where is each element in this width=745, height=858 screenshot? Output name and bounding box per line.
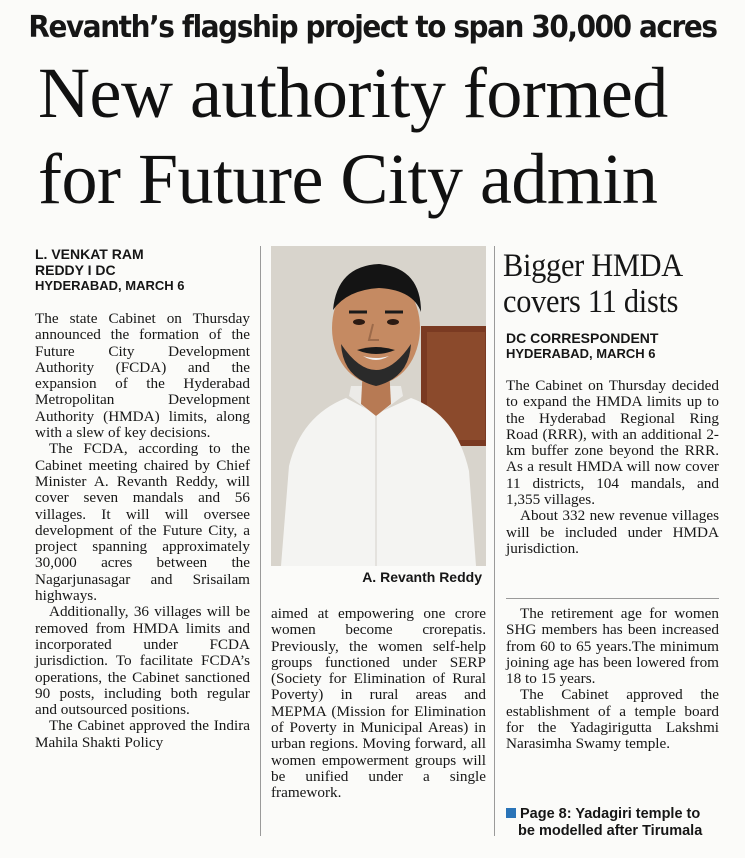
teaser-line-2: be modelled after Tirumala xyxy=(518,823,703,839)
sidebar-divider xyxy=(506,598,719,599)
sidebar-paragraph: About 332 new revenue villages will be included under HMDA jurisdiction. xyxy=(506,507,719,557)
page-teaser[interactable] xyxy=(506,806,722,840)
story-column-2 xyxy=(271,606,486,802)
main-headline xyxy=(38,50,715,222)
teaser-line-1: Page 8: Yadagiri temple to xyxy=(520,806,701,822)
story-paragraph: The state Cabinet on Thursday announced the formation of the Future City Development Authority (FCDA) and the expansion of the Hyderabad Metropolitan Development Authority (HMDA) limits, along with a slew of key decisions. xyxy=(35,310,250,442)
story-paragraph: The retirement age for women SHG members has been increased from 60 to 65 years.The minimum joining age has been lowered from 18 to 15 years. xyxy=(506,605,719,688)
story-paragraph: aimed at empowering one crore women become crorepatis. Previously, the women self-help groups functioned under SERP (Society for Elimination of Rural Poverty) in rural areas and MEPMA (Mission for Elimination of Poverty in Municipal Areas) in urban regions. Moving forward, all women empowerment groups will be unified under a single framework. xyxy=(271,605,486,802)
headline-line-2: for Future City admin xyxy=(38,139,658,219)
sidebar-byline xyxy=(506,330,721,362)
kicker-headline: Revanth’s flagship project to span 30,000 acres xyxy=(28,10,717,45)
portrait-photo xyxy=(271,246,486,566)
story-paragraph: Additionally, 36 villages will be removed from HMDA limits and incorporated under FCDA jurisdiction. To facilitate FCDA’s operations, the Cabinet sanctioned 90 posts, including both regular and outsourced positions. xyxy=(35,603,250,719)
sidebar-paragraph: The Cabinet on Thursday decided to expand the HMDA limits up to the Hyderabad Regional Ring Road (RRR), with an additional 2-km buffer zone beyond the RRR. As a result HMDA will now cover 11 districts, 104 mandals, and 1,355 villages. xyxy=(506,377,719,509)
byline-dateline: HYDERABAD, MARCH 6 xyxy=(35,278,185,293)
square-bullet-icon xyxy=(506,808,516,818)
column-divider xyxy=(494,246,495,836)
column-divider xyxy=(260,246,261,836)
photo-caption: A. Revanth Reddy xyxy=(362,569,482,585)
headline-line-1: New authority formed xyxy=(38,53,668,133)
byline-author-1: L. VENKAT RAM xyxy=(35,246,144,262)
sidebar-story xyxy=(506,378,719,557)
story-column-1 xyxy=(35,311,250,751)
sidebar-byline-author: DC CORRESPONDENT xyxy=(506,330,659,346)
story-paragraph: The Cabinet approved the establishment of a temple board for the Yadagirigutta Lakshmi Narasimha Swamy temple. xyxy=(506,686,719,753)
byline-author-2: REDDY I DC xyxy=(35,262,116,278)
main-byline xyxy=(35,246,255,294)
sidebar-headline-line-1: Bigger HMDA xyxy=(503,248,683,284)
story-paragraph: The Cabinet approved the Indira Mahila Shakti Policy xyxy=(35,717,250,751)
story-paragraph: The FCDA, according to the Cabinet meeting chaired by Chief Minister A. Revanth Reddy, will cover seven mandals and 56 villages. It will will oversee development of the Future City, a project spanning approximately 30,000 acres between the Nagarjunasagar and Srisailam highways. xyxy=(35,440,250,605)
portrait-illustration xyxy=(271,246,486,566)
sidebar-headline xyxy=(503,248,705,320)
sidebar-dateline: HYDERABAD, MARCH 6 xyxy=(506,346,656,361)
story-column-3 xyxy=(506,606,719,753)
sidebar-headline-line-2: covers 11 dists xyxy=(503,284,679,320)
